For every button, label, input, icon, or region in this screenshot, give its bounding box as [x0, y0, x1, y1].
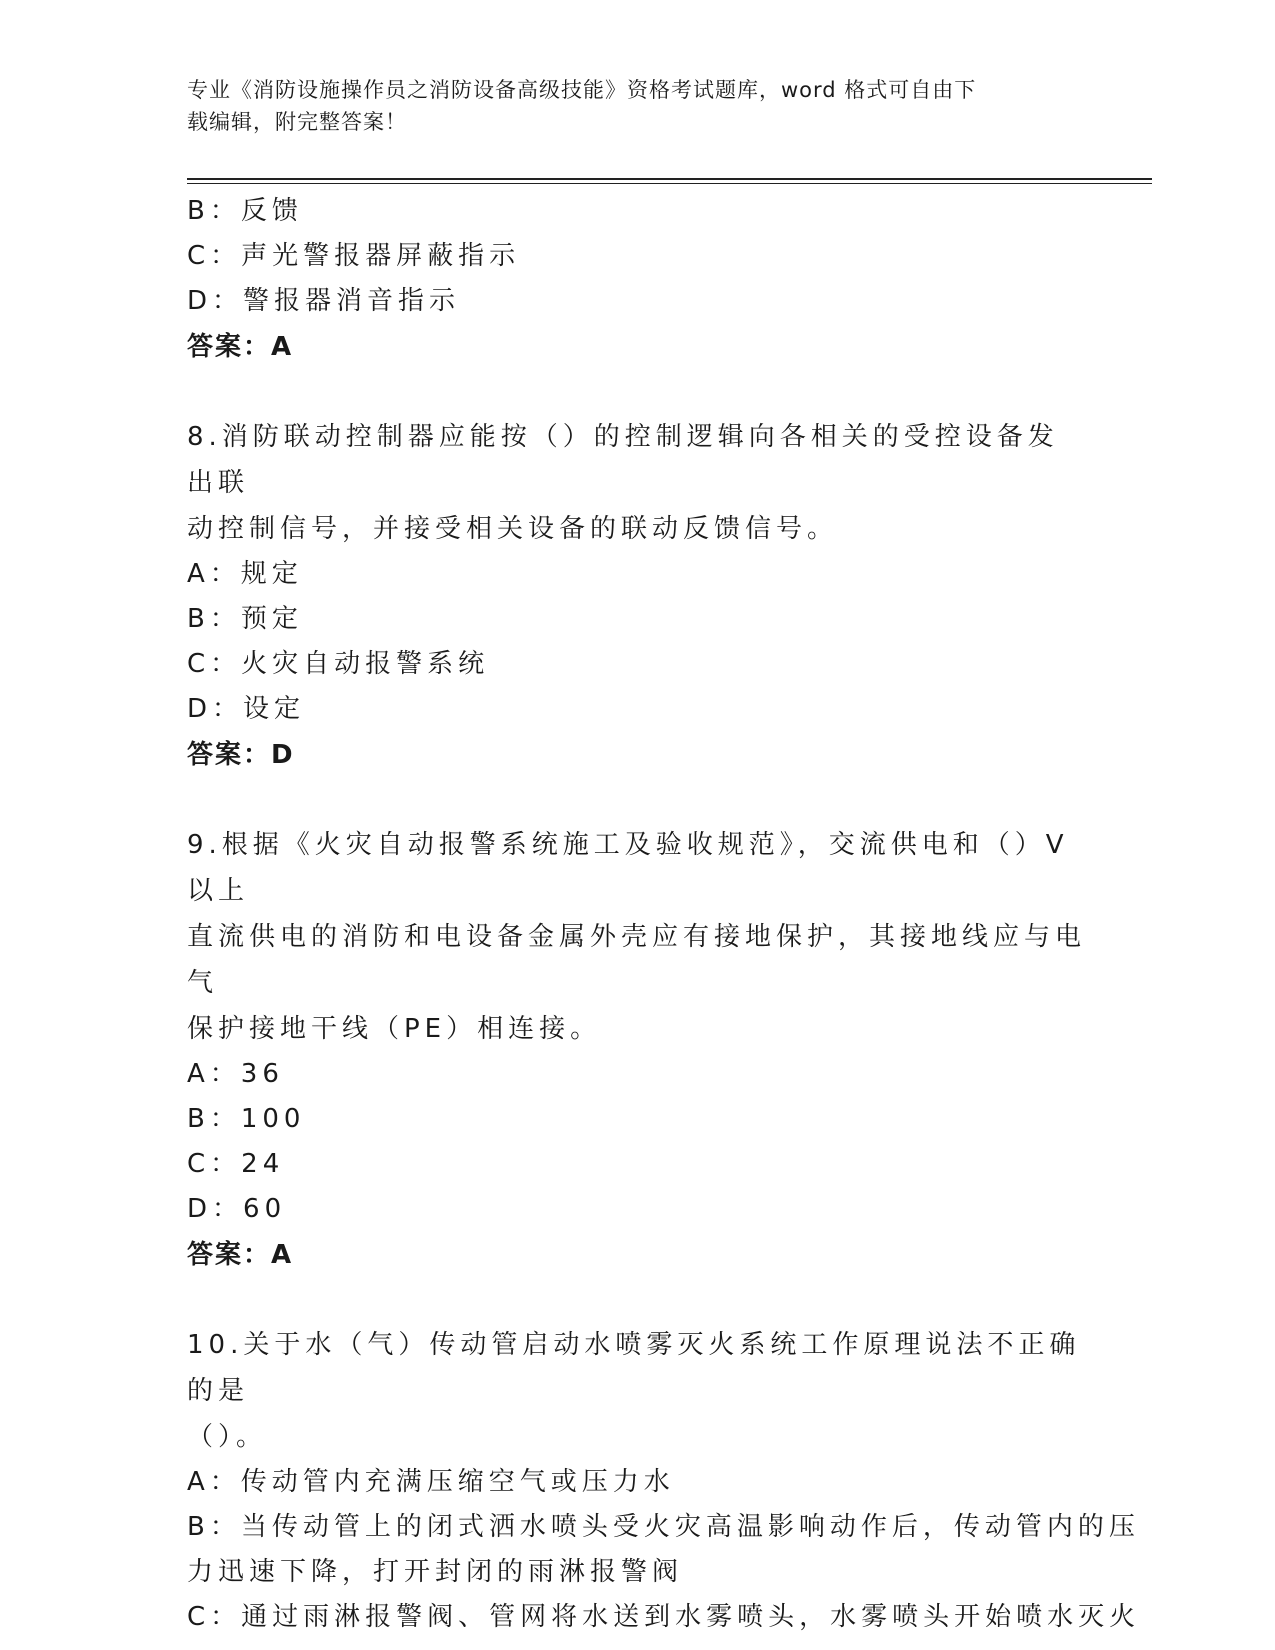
- option-a: A：36: [187, 1059, 284, 1089]
- question-text-line: 动控制信号，并接受相关设备的联动反馈信号。: [187, 514, 839, 544]
- spacer: [187, 778, 1087, 822]
- option-b: B：反馈: [187, 196, 303, 226]
- option-c: C：24: [187, 1149, 285, 1179]
- question-text-line: 直流供电的消防和电设备金属外壳应有接地保护，其接地线应与电气: [187, 922, 1087, 998]
- answer-line: 答案：D: [187, 740, 295, 770]
- option-a: A：传动管内充满压缩空气或压力水: [187, 1467, 675, 1497]
- document-body: [187, 189, 1141, 1640]
- option-a: A：规定: [187, 559, 303, 589]
- question-text-line: 8.消防联动控制器应能按（）的控制逻辑向各相关的受控设备发出联: [187, 422, 1059, 498]
- answer-line: 答案：A: [187, 1240, 294, 1270]
- header-rule-thick: [187, 178, 1152, 180]
- spacer: [187, 370, 1087, 414]
- question-7-tail: [187, 189, 1087, 370]
- option-b: B：预定: [187, 604, 303, 634]
- question-9: [187, 822, 1087, 1278]
- option-d: D：60: [187, 1194, 287, 1224]
- option-d: D：设定: [187, 694, 306, 724]
- option-c: C：火灾自动报警系统: [187, 649, 490, 679]
- question-text-line: 9.根据《火灾自动报警系统施工及验收规范》，交流供电和（）V 以上: [187, 830, 1069, 906]
- header-line-1: 专业《消防设施操作员之消防设备高级技能》资格考试题库，word 格式可自由下: [187, 78, 977, 102]
- option-b: B：当传动管上的闭式洒水喷头受火灾高温影响动作后，传动管内的压: [187, 1512, 1140, 1542]
- option-c: C：通过雨淋报警阀、管网将水送到水雾喷头，水雾喷头开始喷水灭火: [187, 1602, 1141, 1632]
- option-b-continuation: 力迅速下降，打开封闭的雨淋报警阀: [187, 1557, 684, 1587]
- header-line-2: 载编辑，附完整答案！: [187, 110, 407, 134]
- question-text-line: （）。: [187, 1422, 268, 1452]
- question-text-line: 10.关于水（气）传动管启动水喷雾灭火系统工作原理说法不正确的是: [187, 1330, 1081, 1406]
- answer-line: 答案：A: [187, 332, 294, 362]
- question-8: [187, 414, 1087, 778]
- question-text-line: 保护接地干线（PE）相连接。: [187, 1014, 602, 1044]
- option-c: C：声光警报器屏蔽指示: [187, 241, 521, 271]
- question-10: [187, 1322, 1141, 1640]
- spacer: [187, 1278, 1087, 1322]
- page-header: [187, 74, 1067, 138]
- header-rule-thin: [187, 183, 1152, 184]
- option-d: D：警报器消音指示: [187, 286, 461, 316]
- option-b: B：100: [187, 1104, 306, 1134]
